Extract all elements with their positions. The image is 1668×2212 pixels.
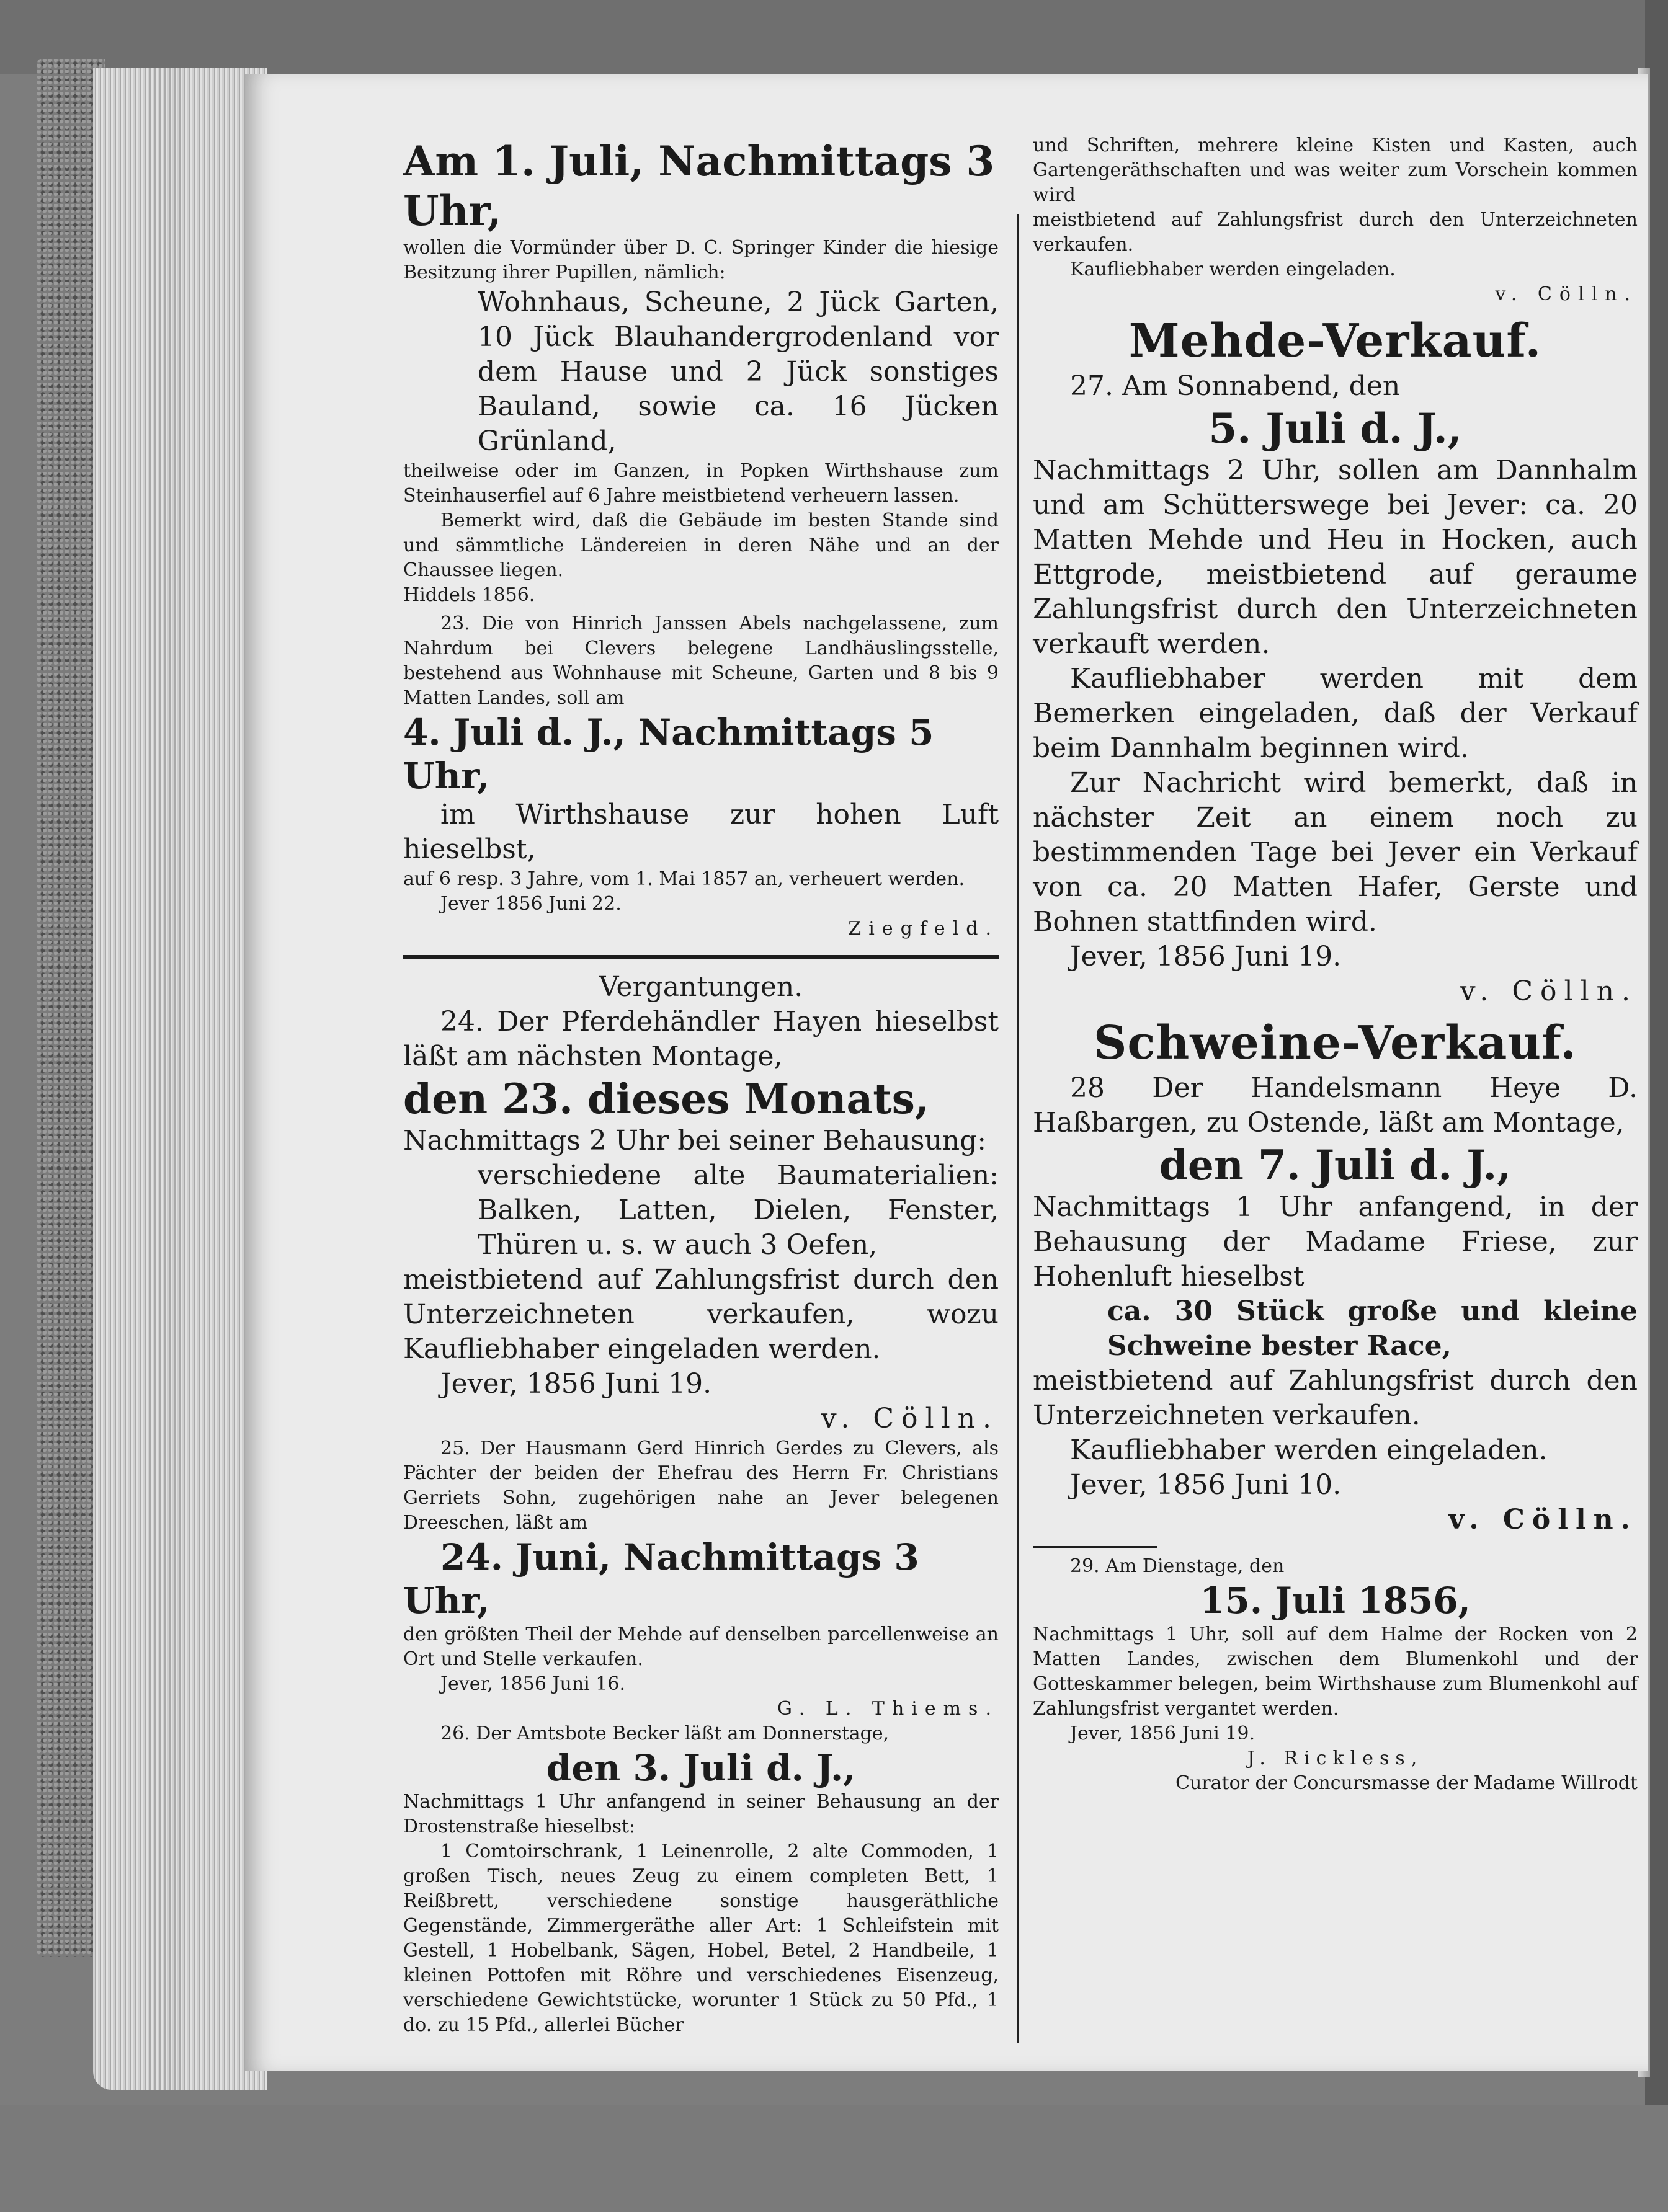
- ad24-text3: meistbietend auf Zahlungsfrist durch den Unterzeichneten verkaufen, wozu Kaufliebhaber eingeladen werden.: [403, 1264, 999, 1365]
- ad29-date: 15. Juli 1856,: [1200, 1579, 1471, 1622]
- ad23-place: im Wirthshause zur hohen Luft hieselbst,: [403, 799, 999, 865]
- ad29-intro: 29. Am Dienstage, den: [1070, 1555, 1285, 1577]
- ad27-intro: 27. Am Sonnabend, den: [1070, 370, 1401, 402]
- ad26-cont-text2: meistbietend auf Zahlungsfrist durch den Unterzeichneten verkaufen.: [1033, 209, 1638, 255]
- ad1-note: Bemerkt wird, daß die Gebäude im besten Stande sind und sämmtliche Ländereien in deren Nähe und an der Chaussee liegen.: [403, 510, 999, 581]
- ad27-signature: v. Cölln.: [1460, 975, 1638, 1007]
- page-edges: [93, 68, 267, 2090]
- background-bottom: [0, 2105, 1668, 2212]
- ad24-items: verschiedene alte Baumaterialien: Balken, Latten, Dielen, Fenster, Thüren u. s. w auch 3 Oefen,: [478, 1160, 999, 1261]
- ad1-text: theilweise oder im Ganzen, in Popken Wirthshause zum Steinhauserfiel auf 6 Jahre meistbietend verheuern lassen.: [403, 460, 999, 507]
- short-rule: [1033, 1546, 1157, 1548]
- ad28-signature: v. Cölln.: [1448, 1504, 1638, 1535]
- ad29-signature: J. Rickless,: [1247, 1748, 1424, 1769]
- column-rule: [1017, 214, 1019, 2043]
- background-top: [0, 0, 1668, 74]
- ad24-signature: v. Cölln.: [821, 1403, 999, 1434]
- ad28-invite: Kaufliebhaber werden eingeladen.: [1070, 1434, 1548, 1466]
- ad23-signature: Ziegfeld.: [848, 918, 999, 939]
- ad28-items: ca. 30 Stück große und kleine Schweine bester Race,: [1107, 1295, 1638, 1362]
- ad23-dateline: Jever 1856 Juni 22.: [440, 893, 622, 915]
- ad26-items: 1 Comtoirschrank, 1 Leinenrolle, 2 alte Commoden, 1 großen Tisch, neues Zeug zu einem completen Bett, 1 Reißbrett, verschiedene sonstige hausgeräthliche Gegenstände, Zimmergeräthe aller Art: 1 Schleifstein mit Gestell, 1 Hobelbank, Sägen, Hobel, Betel, 2 Handbeile, 1 kleinen Pottofen mit Röhre und verschiedenes Eisenzeug, verschiedene Gewichtstücke, worunter 1 Stück zu 50 Pfd., 1 do. zu 15 Pfd., allerlei Bücher: [403, 1841, 999, 2036]
- ad29-text: Nachmittags 1 Uhr, soll auf dem Halme der Rocken von 2 Matten Landes, zwischen dem Blumenkohl und der Gotteskammer belegen, beim Wirthshause zum Blumenkohl auf Zahlungsfrist vergantet werden.: [1033, 1623, 1638, 1720]
- ad29-role: Curator der Concursmasse der Madame Willrodt: [1175, 1772, 1638, 1794]
- ad1-heading: Am 1. Juli, Nachmittags 3 Uhr,: [403, 137, 995, 235]
- ad1-intro: wollen die Vormünder über D. C. Springer Kinder die hiesige Besitzung ihrer Pupillen, nämlich:: [403, 237, 999, 283]
- ad26-date: den 3. Juli d. J.,: [546, 1747, 856, 1789]
- ad26-cont-text: und Schriften, mehrere kleine Kisten und Kasten, auch Gartengeräthschaften und was weiter zum Vorschein kommen wird: [1033, 135, 1638, 206]
- ad1-place-date: Hiddels 1856.: [403, 584, 535, 606]
- ad28-text: 28 Der Handelsmann Heye D. Haßbargen, zu Ostende, läßt am Montage,: [1033, 1072, 1638, 1139]
- section-rule: [403, 955, 999, 959]
- ad23-text: 23. Die von Hinrich Janssen Abels nachgelassene, zum Nahrdum bei Clevers belegene Landhäuslingsstelle, bestehend aus Wohnhause mit Scheune, Garten und 8 bis 9 Matten Landes, soll am: [403, 613, 999, 709]
- ad27-invite: Kaufliebhaber werden mit dem Bemerken eingeladen, daß der Verkauf beim Dannhalm beginnen wird.: [1033, 663, 1638, 764]
- ad25-date: 24. Juni, Nachmittags 3 Uhr,: [403, 1536, 919, 1622]
- ad27-date: 5. Juli d. J.,: [1208, 404, 1462, 453]
- ad24-dateline: Jever, 1856 Juni 19.: [440, 1368, 712, 1400]
- ad25-signature: G. L. Thiems.: [777, 1698, 999, 1720]
- title-schweine-verkauf: Schweine-Verkauf.: [1093, 1016, 1577, 1070]
- ad25-text: 25. Der Hausmann Gerd Hinrich Gerdes zu Clevers, als Pächter der beiden der Ehefrau des Herrn Fr. Christians Gerriets Sohn, zugehörigen nahe an Jever belegenen Dreeschen, läßt am: [403, 1437, 999, 1534]
- section-title-vergantungen: Vergantungen.: [599, 971, 803, 1003]
- ad29-dateline: Jever, 1856 Juni 19.: [1070, 1723, 1255, 1744]
- ad28-date: den 7. Juli d. J.,: [1159, 1141, 1512, 1189]
- ad27-note: Zur Nachricht wird bemerkt, daß in nächster Zeit an einem noch zu bestimmenden Tage bei Jever ein Verkauf von ca. 20 Matten Hafer, Gerste und Bohnen stattfinden wird.: [1033, 767, 1638, 938]
- ad26-cont-invite: Kaufliebhaber werden eingeladen.: [1070, 259, 1396, 280]
- ad26-cont-signature: v. Cölln.: [1495, 283, 1638, 305]
- ad28-text3: meistbietend auf Zahlungsfrist durch den Unterzeichneten verkaufen.: [1033, 1365, 1638, 1431]
- ad27-dateline: Jever, 1856 Juni 19.: [1070, 941, 1342, 972]
- ad23-terms: auf 6 resp. 3 Jahre, vom 1. Mai 1857 an, verheuert werden.: [403, 868, 965, 890]
- ad27-text: Nachmittags 2 Uhr, sollen am Dannhalm und am Schütterswege bei Jever: ca. 20 Matten Mehde und Heu in Hocken, auch Ettgrode, meistbietend auf geraume Zahlungsfrist durch den Unterzeichneten verkauft werden.: [1033, 455, 1638, 660]
- ad28-text2: Nachmittags 1 Uhr anfangend, in der Behausung der Madame Friese, zur Hohenluft hieselbst: [1033, 1191, 1638, 1292]
- ad1-items: Wohnhaus, Scheune, 2 Jück Garten, 10 Jück Blauhandergrodenland vor dem Hause und 2 Jück sonstiges Bauland, sowie ca. 16 Jücken Grünland,: [478, 286, 999, 457]
- left-column: [403, 136, 999, 2036]
- ad26-text2: Nachmittags 1 Uhr anfangend in seiner Behausung an der Drostenstraße hieselbst:: [403, 1791, 999, 1837]
- right-column: [1033, 133, 1638, 2012]
- ad24-date: den 23. dieses Monats,: [403, 1075, 929, 1123]
- ad23-date: 4. Juli d. J., Nachmittags 5 Uhr,: [403, 711, 934, 797]
- ad25-text2: den größten Theil der Mehde auf denselben parcellenweise an Ort und Stelle verkaufen.: [403, 1623, 999, 1670]
- ad26-text: 26. Der Amtsbote Becker läßt am Donnerstage,: [440, 1723, 890, 1744]
- ad25-dateline: Jever, 1856 Juni 16.: [440, 1673, 625, 1695]
- ad28-dateline: Jever, 1856 Juni 10.: [1070, 1469, 1342, 1501]
- title-mehde-verkauf: Mehde-Verkauf.: [1128, 314, 1542, 368]
- ad24-text: 24. Der Pferdehändler Hayen hieselbst läßt am nächsten Montage,: [403, 1006, 999, 1072]
- newspaper-page: [245, 74, 1648, 2071]
- ad24-text2: Nachmittags 2 Uhr bei seiner Behausung:: [403, 1125, 987, 1157]
